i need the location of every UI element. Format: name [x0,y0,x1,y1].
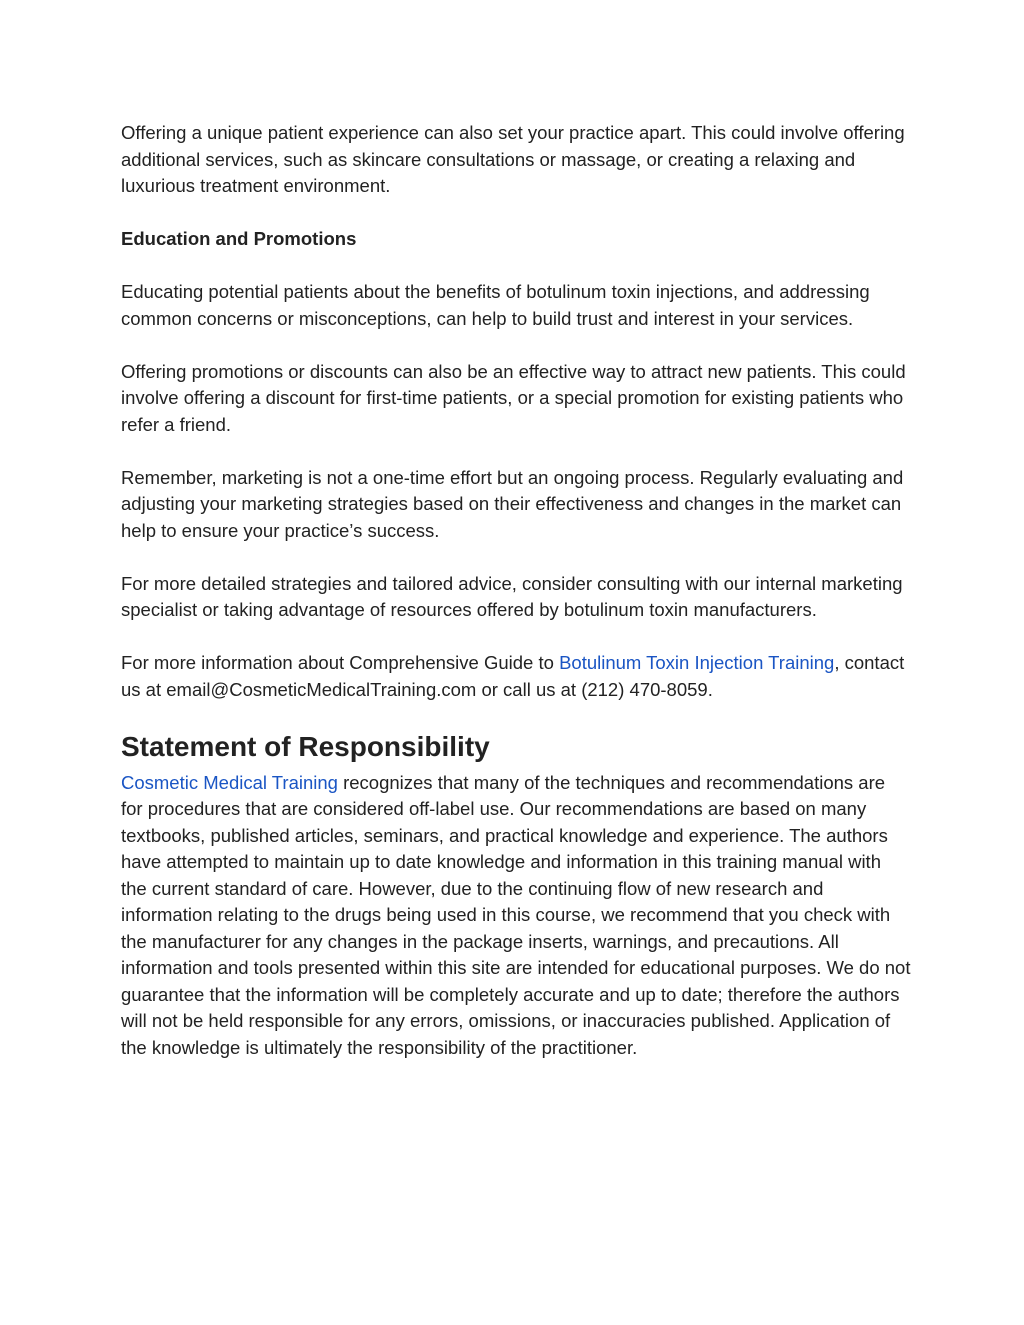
paragraph-educating: Educating potential patients about the benefits of botulinum toxin injections, and addressing common concerns or misconceptions, can help to build trust and interest in your services. [121,281,870,329]
statement-body: recognizes that many of the techniques and recommendations are for procedures that are considered off-label use. Our recommendations are based on many textbooks, published articles, seminars, and practical knowledge and experience. The authors have attempted to maintain up to date knowledge and information in this training manual with the current standard of care. However, due to the continuing flow of new research and information relating to the drugs being used in this course, we recommend that you check with the manufacturer for any changes in the package inserts, warnings, and precautions. All information and tools presented within this site are intended for educational purposes. We do not guarantee that the information will be completely accurate and up to date; therefore the authors will not be held responsible for any errors, omissions, or inaccuracies published. Application of the knowledge is ultimately the responsibility of the practitioner. [121,771,911,1058]
paragraph-promotions: Offering promotions or discounts can also be an effective way to attract new patients. This could involve offering a discount for first-time patients, or a special promotion for existing patients who refer a friend. [121,360,906,435]
paragraph-detailed-strategies: For more detailed strategies and tailored advice, consider consulting with our internal marketing specialist or taking advantage of resources offered by botulinum toxin manufacturers. [121,572,903,620]
contact-prefix: For more information about Comprehensive Guide to [121,652,560,673]
heading-statement-of-responsibility: Statement of Responsibility [121,730,490,762]
contact-suffix: , contact us at email@CosmeticMedicalTraining.com or call us at (212) 470-8059. [121,652,905,700]
paragraph-statement [121,770,911,1062]
paragraph-unique-experience: Offering a unique patient experience can also set your practice apart. This could involve offering additional services, such as skincare consultations or massage, or creating a relaxing and luxurious treatment environment. [121,122,905,196]
botulinum-training-link[interactable]: Botulinum Toxin Injection Training [559,652,835,673]
subheading-education-promotions: Education and Promotions [121,228,357,249]
document-body [121,120,911,1061]
cosmetic-medical-training-link[interactable]: Cosmetic Medical Training [121,771,338,793]
paragraph-remember: Remember, marketing is not a one-time effort but an ongoing process. Regularly evaluating and adjusting your marketing strategies based on their effectiveness and changes in the market can help to ensure your practice’s success. [121,466,904,541]
paragraph-contact [121,650,911,703]
